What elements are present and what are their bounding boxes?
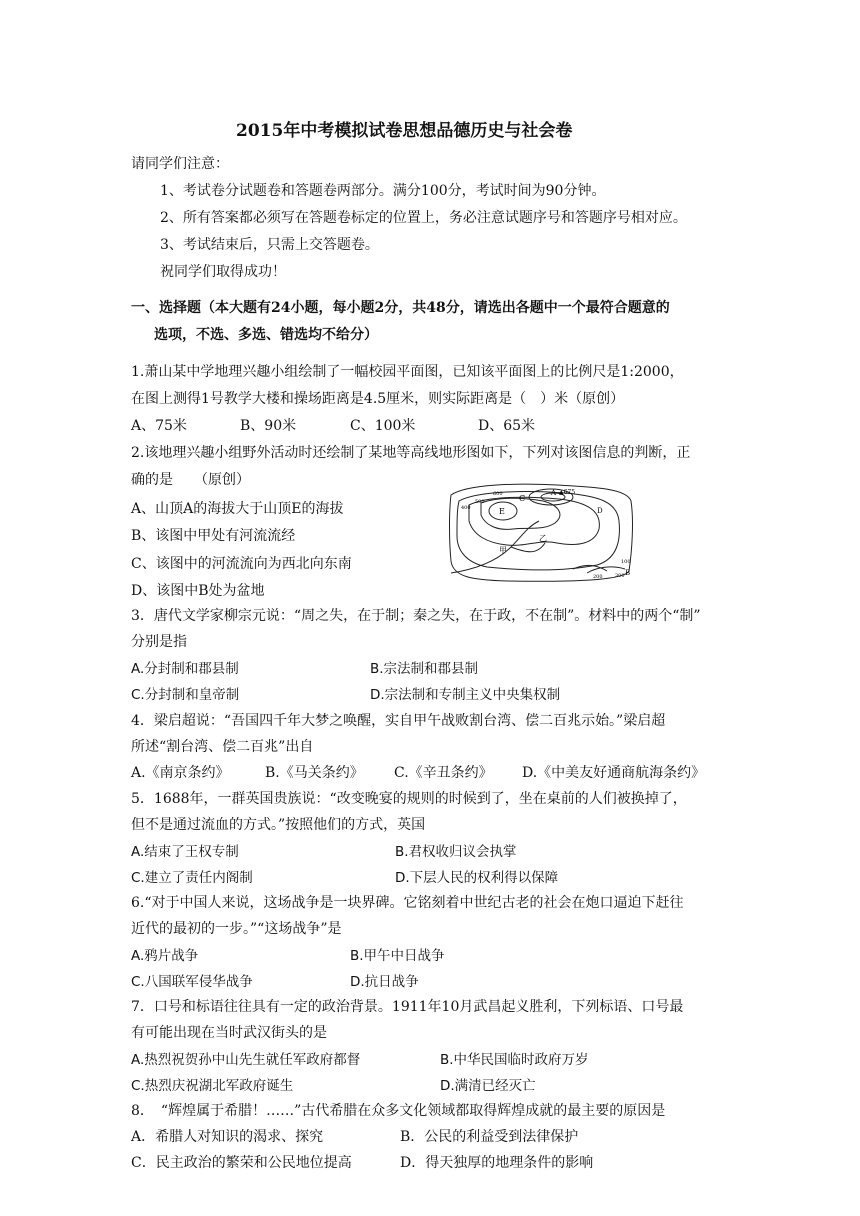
question-2-text: 确的是 （原创）	[131, 472, 250, 488]
question-1-option: A、75米	[131, 418, 187, 434]
map-label-yi: 乙	[539, 534, 547, 543]
question-6-option: D.抗日战争	[350, 974, 419, 990]
question-8-text: 8． “辉煌属于希腊！……”古代希腊在众多文化领域都取得辉煌成就的最主要的原因是	[131, 1103, 666, 1119]
question-3-option: A.分封制和郡县制	[131, 661, 239, 677]
notice-heading: 请同学们注意：	[131, 156, 229, 172]
question-2-option: B、该图中甲处有河流流经	[131, 528, 296, 544]
map-contour-200: 200	[593, 574, 603, 580]
map-label-d: D	[597, 507, 603, 515]
question-8-option: D．得天独厚的地理条件的影响	[400, 1155, 594, 1171]
contour-map	[447, 481, 635, 585]
map-label-a: A	[551, 489, 557, 497]
question-5-text: 但不是通过流血的方式。”按照他们的方式，英国	[131, 817, 426, 833]
question-6-text: 6.“对于中国人来说，这场战争是一块界碑。它铭刻着中世纪古老的社会在炮口逼迫下赶往	[131, 895, 684, 911]
question-7-option: A.热烈祝贺孙中山先生就任军政府都督	[131, 1052, 361, 1068]
question-3-option: B.宗法制和郡县制	[370, 661, 479, 677]
question-7-option: C.热烈庆祝湖北军政府诞生	[131, 1078, 294, 1094]
question-2-option: A、山顶A的海拔大于山顶E的海拔	[131, 501, 344, 517]
map-contour-500: 500	[475, 499, 485, 505]
notice-item: 2、所有答案都必须写在答题卷标定的位置上，务必注意试题序号和答题序号相对应。	[160, 210, 687, 226]
question-3-text: 分别是指	[131, 634, 187, 650]
question-7-text: 7．口号和标语往往具有一定的政治背景。1911年10月武昌起义胜利，下列标语、口号最	[131, 999, 684, 1015]
question-5-option: C.建立了责任内阁制	[131, 870, 253, 886]
question-8-option: C．民主政治的繁荣和公民地位提高	[131, 1155, 352, 1171]
question-3-option: D.宗法制和专制主义中央集权制	[370, 687, 561, 703]
question-6-option: A.鸦片战争	[131, 948, 199, 964]
question-3-option: C.分封制和皇帝制	[131, 687, 240, 703]
notice-item: 1、考试卷分试题卷和答题卷两部分。满分100分，考试时间为90分钟。	[160, 183, 606, 199]
question-5-option: A.结束了王权专制	[131, 844, 239, 860]
question-7-option: D.满清已经灭亡	[440, 1078, 536, 1094]
notice-item: 3、考试结束后，只需上交答题卷。	[160, 237, 379, 253]
question-8-option: A．希腊人对知识的渴求、探究	[131, 1129, 324, 1145]
question-1-option: D、65米	[478, 418, 536, 434]
map-contour-100: 100	[621, 559, 631, 565]
question-4-option: D.《中美友好通商航海条约》	[522, 765, 706, 781]
question-4-option: B.《马关条约》	[265, 765, 364, 781]
question-1-option: C、100米	[350, 418, 416, 434]
question-8-option: B．公民的利益受到法律保护	[400, 1129, 579, 1145]
map-contour-400: 400	[461, 505, 471, 511]
question-2-option: D、该图中B处为盆地	[131, 583, 265, 599]
section-heading: 一、选择题（本大题有24小题，每小题2分，共48分，请选出各题中一个最符合题意的	[131, 300, 670, 316]
question-1-text: 1.萧山某中学地理兴趣小组绘制了一幅校园平面图，已知该平面图上的比例尺是1:2000，	[131, 364, 684, 380]
map-contour-300: 300	[615, 573, 625, 579]
question-2-option: C、该图中的河流流向为西北向东南	[131, 556, 352, 572]
question-4-text: 所述“割台湾、偿二百兆”出自	[131, 739, 314, 755]
question-5-option: B.君权收归议会执掌	[395, 844, 517, 860]
page-title: 2015年中考模拟试卷思想品德历史与社会卷	[236, 121, 573, 141]
question-1-option: B、90米	[240, 418, 297, 434]
map-label-peak: ▲675	[559, 489, 576, 496]
question-6-text: 近代的最初的一步。”“这场战争”是	[131, 921, 342, 937]
question-7-text: 有可能出现在当时武汉街头的是	[131, 1025, 327, 1041]
map-label-e: E	[499, 507, 505, 516]
map-label-b: B	[625, 569, 631, 577]
map-contour-600: 600	[493, 491, 503, 497]
question-6-option: C.八国联军侵华战争	[131, 974, 253, 990]
question-7-option: B.中华民国临时政府万岁	[440, 1052, 589, 1068]
map-label-jia: 甲	[499, 546, 507, 555]
question-6-option: B.甲午中日战争	[350, 948, 445, 964]
question-4-option: A.《南京条约》	[131, 765, 230, 781]
question-5-text: 5．1688年，一群英国贵族说：“改变晚宴的规则的时候到了，坐在桌前的人们被换掉了，	[131, 791, 687, 807]
question-4-text: 4．梁启超说：“吾国四千年大梦之唤醒，实自甲午战败割台湾、偿二百兆示始。”梁启超	[131, 713, 666, 729]
question-3-text: 3．唐代文学家柳宗元说：“周之失，在于制；秦之失，在于政，不在制”。材料中的两个“制”	[131, 608, 701, 624]
question-2-text: 2.该地理兴趣小组野外活动时还绘制了某地等高线地形图如下，下列对该图信息的判断，正	[131, 445, 691, 461]
question-4-option: C.《辛丑条约》	[394, 765, 493, 781]
question-5-option: D.下层人民的权利得以保障	[395, 870, 559, 886]
map-label-c: C	[519, 494, 526, 503]
question-1-text: 在图上测得1号教学大楼和操场距离是4.5厘米，则实际距离是（ ）米（原创）	[131, 391, 625, 407]
section-heading-cont: 选项，不选、多选、错选均不给分）	[154, 327, 378, 343]
notice-wish: 祝同学们取得成功！	[160, 264, 286, 280]
